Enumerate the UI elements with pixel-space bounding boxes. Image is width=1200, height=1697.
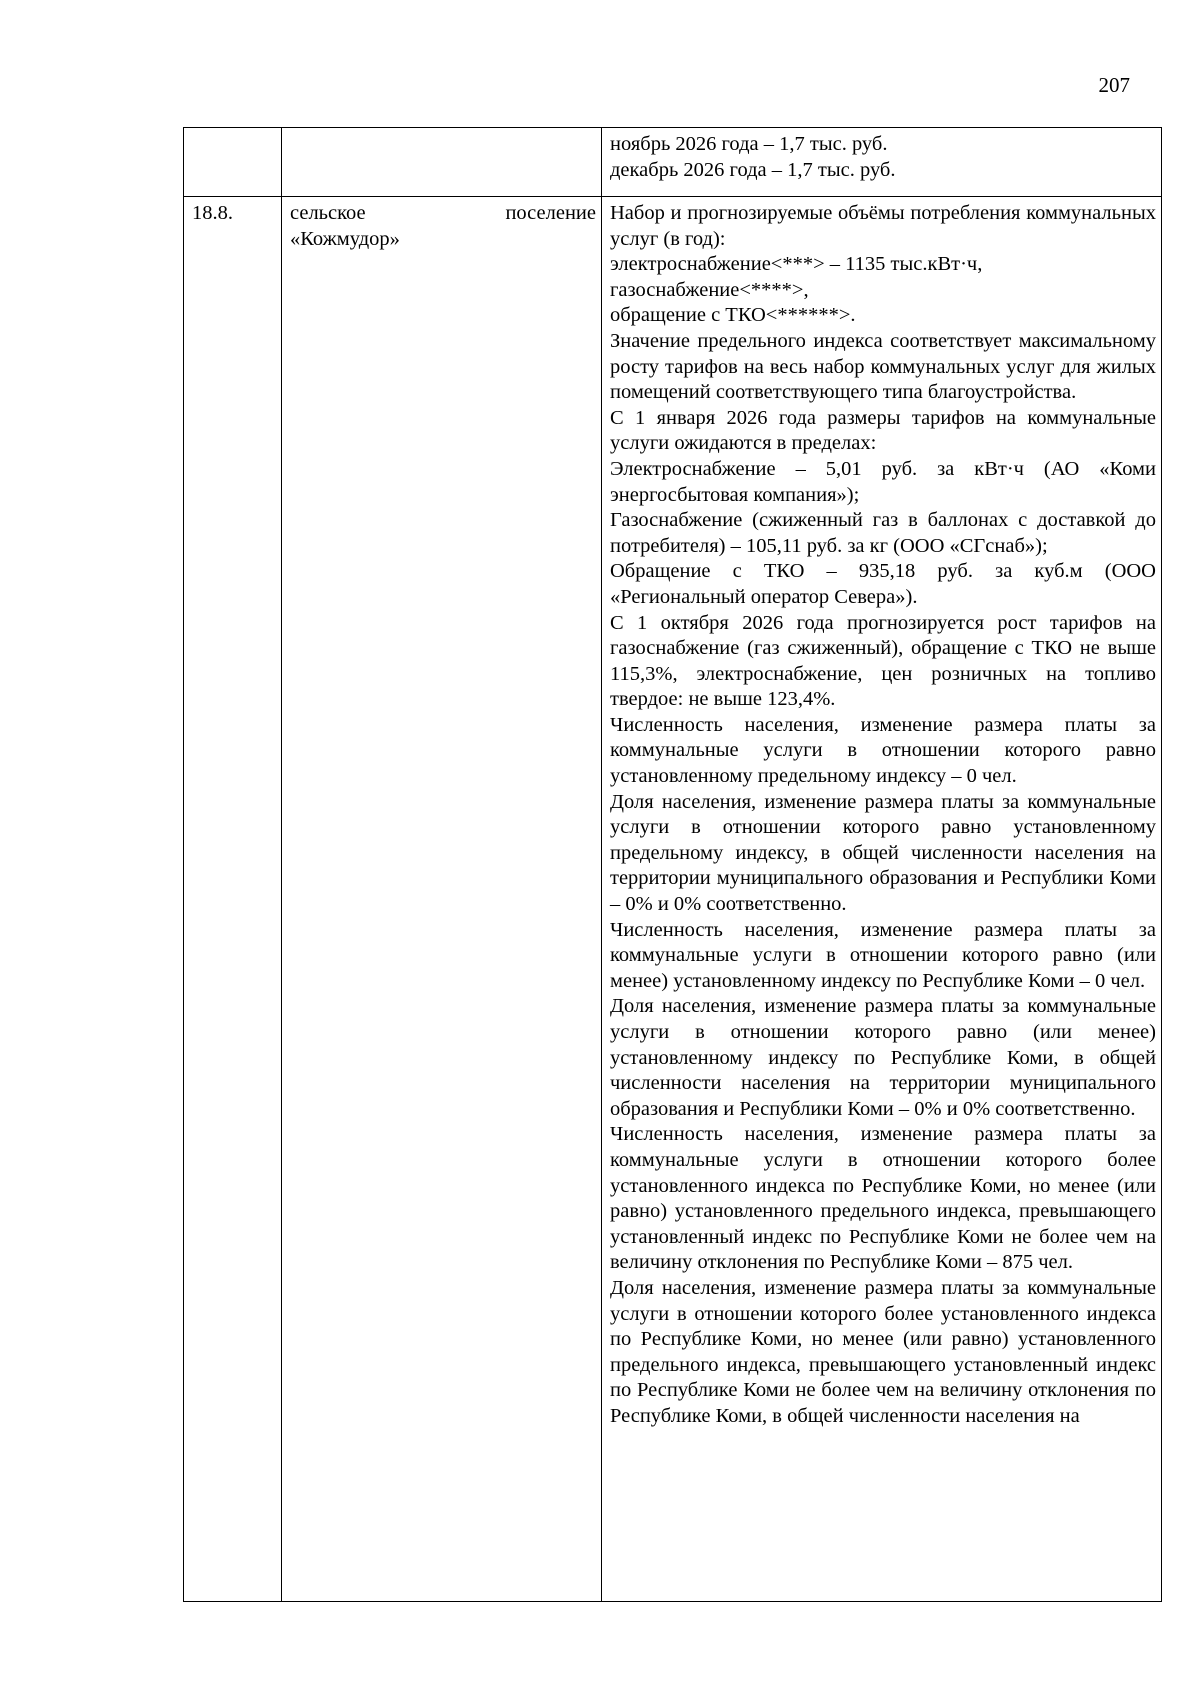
row-number-cell: 18.8. (184, 197, 282, 1602)
settlement-name-line (290, 201, 596, 227)
page-number: 207 (1098, 73, 1130, 97)
table-row (184, 197, 1162, 1602)
paragraph: Газоснабжение (сжиженный газ в баллонах с доставкой до потребителя) – 105,11 руб. за кг (ООО «СГснаб»); (610, 509, 1156, 557)
description-cell (602, 128, 1162, 197)
row-number-cell (184, 128, 282, 197)
paragraph: Численность населения, изменение размера платы за коммунальные услуги в отношении которого равно (или менее) установленному индексу по Республике Коми – 0 чел. (610, 918, 1156, 992)
paragraph: Набор и прогнозируемые объёмы потребления коммунальных услуг (в год): (610, 202, 1156, 250)
settlement-type-word: сельское (290, 202, 366, 224)
paragraph: С 1 октября 2026 года прогнозируется рост тарифов на газоснабжение (газ сжиженный), обращение с ТКО не выше 115,3%, электроснабжение, цен розничных на топливо твердое: не выше 123,4%. (610, 611, 1156, 711)
paragraph: Доля населения, изменение размера платы за коммунальные услуги в отношении которого равно (или менее) установленному индексу по Республике Коми, в общей численности населения на территории муниципального образования и Республики Коми – 0% и 0% соответственно. (610, 995, 1156, 1120)
paragraph: Численность населения, изменение размера платы за коммунальные услуги в отношении которого более установленного индекса по Республике Коми, но менее (или равно) установленного предельного индекса, превышающего установленный индекс по Республике Коми не более чем на величину отклонения по Республике Коми – 875 чел. (610, 1123, 1156, 1274)
paragraph: Доля населения, изменение размера платы за коммунальные услуги в отношении которого более установленного индекса по Республике Коми, но менее (или равно) установленного предельного индекса, превышающего установленный индекс по Республике Коми не более чем на величину отклонения по Республике Коми, в общей численности населения на (610, 1276, 1156, 1427)
settlement-name-cell (282, 128, 602, 197)
paragraph: Численность населения, изменение размера платы за коммунальные услуги в отношении которого равно установленному предельному индексу – 0 чел. (610, 713, 1156, 788)
description-cell (602, 197, 1162, 1602)
paragraph: Обращение с ТКО – 935,18 руб. за куб.м (ООО «Региональный оператор Севера»). (610, 560, 1156, 608)
paragraph: Доля населения, изменение размера платы за коммунальные услуги в отношении которого равно установленному предельному индексу, в общей численности населения на территории муниципального образования и Республики Коми – 0% и 0% соответственно. (610, 790, 1156, 916)
paragraph: Электроснабжение – 5,01 руб. за кВт·ч (АО «Коми энергосбытовая компания»); (610, 457, 1156, 506)
paragraph: обращение с ТКО<******>. (610, 304, 856, 327)
settlement-name-cell (282, 197, 602, 1602)
text-line: ноябрь 2026 года – 1,7 тыс. руб. (610, 133, 888, 155)
paragraph: газоснабжение<****>, (610, 278, 809, 301)
tariff-table (183, 127, 1162, 1602)
table-row (184, 128, 1162, 197)
paragraph: электроснабжение<***> – 1135 тыс.кВт·ч, (610, 253, 983, 276)
text-line: декабрь 2026 года – 1,7 тыс. руб. (610, 158, 896, 181)
settlement-name: «Кожмудор» (290, 227, 400, 250)
settlement-type-word: поселение (505, 202, 596, 224)
paragraph: Значение предельного индекса соответствует максимальному росту тарифов на весь набор коммунальных услуг для жилых помещений соответствующего типа благоустройства. (610, 329, 1156, 404)
paragraph: С 1 января 2026 года размеры тарифов на коммунальные услуги ожидаются в пределах: (610, 406, 1156, 455)
